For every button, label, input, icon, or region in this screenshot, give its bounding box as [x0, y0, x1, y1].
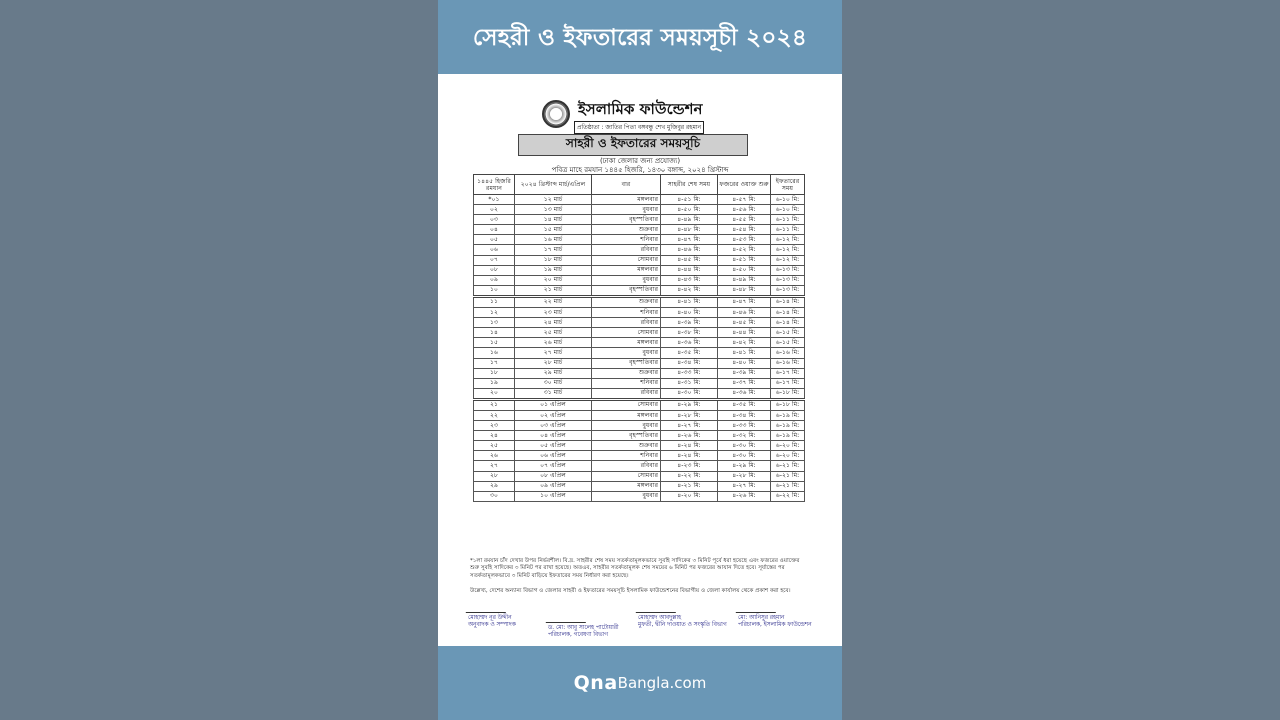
table-cell: ৩০ মার্চ: [515, 378, 592, 388]
table-cell: ৪-৩৩ মি:: [718, 421, 771, 431]
table-cell: ৪-৪৬ মি:: [661, 245, 718, 255]
table-cell: ১৬ মার্চ: [515, 235, 592, 245]
table-cell: ৪-৫৬ মি:: [718, 205, 771, 215]
table-cell: ৪-৪৪ মি:: [661, 265, 718, 275]
table-row: [474, 481, 805, 491]
table-row: [474, 378, 805, 388]
table-cell: *০১: [474, 195, 515, 205]
table-cell: শুক্রবার: [592, 296, 661, 307]
table-cell: ৪-২১ মি:: [661, 481, 718, 491]
table-row: [474, 265, 805, 275]
table-cell: রবিবার: [592, 388, 661, 399]
table-cell: শনিবার: [592, 378, 661, 388]
table-cell: ০২: [474, 205, 515, 215]
table-cell: ০৪: [474, 225, 515, 235]
signature-scribble: [466, 600, 511, 613]
table-cell: ০২ এপ্রিল: [515, 410, 592, 420]
table-cell: ২৪ মার্চ: [515, 318, 592, 328]
table-cell: রবিবার: [592, 461, 661, 471]
table-cell: ০৯: [474, 275, 515, 285]
table-row: [474, 296, 805, 307]
table-cell: ৪-২৬ মি:: [661, 431, 718, 441]
signatory-role: পরিচালক, গবেষণা বিভাগ: [548, 632, 608, 638]
table-cell: ১৮ মার্চ: [515, 255, 592, 265]
table-row: [474, 275, 805, 285]
table-row: [474, 441, 805, 451]
column-header: ১৪৪৫ হিজরি রমযান: [474, 175, 515, 195]
table-cell: ৪-২৭ মি:: [718, 481, 771, 491]
table-cell: ১৯ মার্চ: [515, 265, 592, 275]
table-cell: ৬-২১ মি:: [771, 471, 805, 481]
signature-block: [638, 600, 727, 629]
signatory-role: অনুবাদক ও সম্পাদক: [468, 622, 516, 628]
schedule-table: [473, 174, 805, 502]
table-cell: ১২: [474, 308, 515, 318]
table-cell: ৬-১২ মি:: [771, 255, 805, 265]
table-cell: ৪-২৪ মি:: [661, 441, 718, 451]
table-row: [474, 255, 805, 265]
signature-scribble: [736, 600, 781, 613]
table-cell: ৪-৪৮ মি:: [718, 285, 771, 296]
table-cell: ২২ মার্চ: [515, 296, 592, 307]
table-cell: বৃহস্পতিবার: [592, 215, 661, 225]
table-cell: ৪-৫০ মি:: [718, 265, 771, 275]
table-row: [474, 368, 805, 378]
table-cell: ১৬: [474, 348, 515, 358]
table-cell: ৬-১৯ মি:: [771, 421, 805, 431]
table-cell: ১৭: [474, 358, 515, 368]
table-cell: ৬-২০ মি:: [771, 451, 805, 461]
table-cell: শুক্রবার: [592, 368, 661, 378]
table-cell: ৬-১১ মি:: [771, 215, 805, 225]
table-cell: বুধবার: [592, 348, 661, 358]
table-row: [474, 491, 805, 501]
table-cell: বৃহস্পতিবার: [592, 431, 661, 441]
column-header: বার: [592, 175, 661, 195]
table-row: [474, 215, 805, 225]
table-cell: ৪-৩৪ মি:: [718, 410, 771, 420]
table-cell: মঙ্গলবার: [592, 410, 661, 420]
table-row: [474, 461, 805, 471]
table-cell: ৪-৪২ মি:: [661, 285, 718, 296]
table-cell: ৪-৩৬ মি:: [718, 388, 771, 399]
table-row: [474, 451, 805, 461]
table-cell: ৬-২১ মি:: [771, 481, 805, 491]
table-cell: ৪-৪১ মি:: [718, 348, 771, 358]
table-cell: ৬-১৩ মি:: [771, 275, 805, 285]
table-cell: ৬-১৫ মি:: [771, 338, 805, 348]
table-cell: শনিবার: [592, 235, 661, 245]
table-cell: ২৮ মার্চ: [515, 358, 592, 368]
document-year-line: পবিত্র মাহে রমযান ১৪৪৫ হিজরি, ১৪৩০ বঙ্গাব্দ, ২০২৪ খ্রিস্টাব্দ: [551, 166, 729, 174]
table-cell: ৪-৫১ মি:: [661, 195, 718, 205]
brand-logo-rest: Bangla.com: [617, 674, 707, 692]
table-cell: ৬-১৮ মি:: [771, 399, 805, 410]
table-cell: ৪-৩৯ মি:: [718, 368, 771, 378]
table-cell: ০৮: [474, 265, 515, 275]
table-cell: ৩১ মার্চ: [515, 388, 592, 399]
brand-footer: [438, 646, 842, 720]
table-cell: সোমবার: [592, 471, 661, 481]
table-cell: ২৭ মার্চ: [515, 348, 592, 358]
table-cell: বুধবার: [592, 275, 661, 285]
table-cell: মঙ্গলবার: [592, 338, 661, 348]
table-cell: ৬-১৫ মি:: [771, 328, 805, 338]
table-cell: ৪-৪৪ মি:: [718, 328, 771, 338]
table-cell: ৪-৩৩ মি:: [661, 368, 718, 378]
table-row: [474, 358, 805, 368]
table-cell: ২৫: [474, 441, 515, 451]
table-row: [474, 431, 805, 441]
footnote: *১লা রমযান চাঁদ দেখার উপর নির্ভরশীল। বি.দ্র. সাহরীর শেষ সময় সতর্কতামূলকভাবে সুবহি সাদিকের ৩ মিনিট পূর্বে ধরা হয়েছে এবং ফজরের ওয়াক্তের শুরু সুবহি সাদিকের ৩ মিনিট পর রাখা হয়েছে। অতএব, সাহরীর সতর্কতামূলক শেষ সময়ের ৬ মিনিট পর ফজরের আযান দিতে হবে। সূর্যাস্তের পর সতর্কতামূলকভাবে ৩ মিনিট বাড়িয়ে ইফতারের সময় নির্ধারণ করা হয়েছে।: [470, 558, 800, 579]
table-cell: ২৩: [474, 421, 515, 431]
table-row: [474, 308, 805, 318]
table-cell: ৪-৪৭ মি:: [718, 296, 771, 307]
table-cell: ০৮ এপ্রিল: [515, 471, 592, 481]
table-cell: ৬-১৯ মি:: [771, 431, 805, 441]
table-cell: ৪-২৪ মি:: [661, 451, 718, 461]
table-cell: ১৪: [474, 328, 515, 338]
table-cell: ২৯: [474, 481, 515, 491]
table-cell: সোমবার: [592, 399, 661, 410]
table-cell: ৬-১০ মি:: [771, 195, 805, 205]
table-cell: ৪-৫১ মি:: [718, 255, 771, 265]
table-cell: ৪-২০ মি:: [661, 491, 718, 501]
table-cell: ০৬: [474, 245, 515, 255]
table-cell: ০৯ এপ্রিল: [515, 481, 592, 491]
table-cell: ৪-৪০ মি:: [718, 358, 771, 368]
table-cell: মঙ্গলবার: [592, 195, 661, 205]
table-cell: ০৩: [474, 215, 515, 225]
table-cell: ৬-১৪ মি:: [771, 318, 805, 328]
signatory-name: মোহাম্মদ আবদুল্লাহ: [638, 615, 682, 621]
table-cell: ২৬: [474, 451, 515, 461]
signatory-role: মুফতী, দ্বীনি দাওয়াত ও সংস্কৃতি বিভাগ: [638, 622, 727, 628]
table-cell: ০৭ এপ্রিল: [515, 461, 592, 471]
table-cell: ০৫: [474, 235, 515, 245]
signature-block: [548, 610, 619, 639]
table-row: [474, 471, 805, 481]
table-cell: ৬-১৮ মি:: [771, 388, 805, 399]
table-cell: মঙ্গলবার: [592, 481, 661, 491]
table-cell: ৪-৪৭ মি:: [661, 235, 718, 245]
table-cell: ২৮: [474, 471, 515, 481]
table-cell: ৬-১৬ মি:: [771, 358, 805, 368]
table-row: [474, 245, 805, 255]
table-cell: ৪-৪০ মি:: [661, 308, 718, 318]
table-cell: ০৫ এপ্রিল: [515, 441, 592, 451]
table-cell: সোমবার: [592, 328, 661, 338]
table-cell: ৪-৩২ মি:: [718, 431, 771, 441]
table-cell: বুধবার: [592, 205, 661, 215]
table-row: [474, 285, 805, 296]
table-cell: ৪-৩৯ মি:: [661, 318, 718, 328]
table-cell: ৬-১২ মি:: [771, 235, 805, 245]
table-cell: ২৬ মার্চ: [515, 338, 592, 348]
table-row: [474, 399, 805, 410]
table-cell: ৪-৪৬ মি:: [718, 308, 771, 318]
table-cell: ৪-৩০ মি:: [661, 388, 718, 399]
table-cell: ৬-১৩ মি:: [771, 265, 805, 275]
table-cell: ১৩ মার্চ: [515, 205, 592, 215]
table-cell: ২৩ মার্চ: [515, 308, 592, 318]
table-cell: ১৫ মার্চ: [515, 225, 592, 235]
table-cell: শনিবার: [592, 308, 661, 318]
table-cell: ৪-৪৩ মি:: [661, 275, 718, 285]
signatory-name: ড. মো: আবু সালেহ পাটোয়ারী: [548, 625, 619, 631]
table-cell: ২৫ মার্চ: [515, 328, 592, 338]
table-cell: ০৭: [474, 255, 515, 265]
signature-block: [738, 600, 812, 629]
table-row: [474, 318, 805, 328]
table-cell: ৪-৪১ মি:: [661, 296, 718, 307]
column-header: সাহরীর শেষ সময়: [661, 175, 718, 195]
document-heading: সাহরী ও ইফতারের সময়সূচি: [518, 134, 748, 156]
table-cell: ৪-২৩ মি:: [661, 461, 718, 471]
table-cell: ৪-৩৫ মি:: [718, 399, 771, 410]
table-cell: ৩০: [474, 491, 515, 501]
table-cell: ৪-২২ মি:: [661, 471, 718, 481]
table-cell: ৪-২৯ মি:: [661, 399, 718, 410]
table-cell: ৪-৩৬ মি:: [661, 338, 718, 348]
table-cell: ৪-৫৫ মি:: [718, 215, 771, 225]
table-cell: ১০: [474, 285, 515, 296]
table-cell: রবিবার: [592, 245, 661, 255]
organization-subtitle: প্রতিষ্ঠাতা : জাতির পিতা বঙ্গবন্ধু শেখ মুজিবুর রহমান: [574, 121, 704, 134]
foundation-seal-icon: [542, 100, 570, 128]
organization-name: ইসলামিক ফাউন্ডেশন: [578, 100, 703, 118]
table-cell: ৪-৩১ মি:: [661, 378, 718, 388]
table-row: [474, 348, 805, 358]
table-cell: ৪-৪৯ মি:: [718, 275, 771, 285]
table-cell: ২৭: [474, 461, 515, 471]
table-row: [474, 421, 805, 431]
column-header: ইফতারের সময়: [771, 175, 805, 195]
table-row: [474, 195, 805, 205]
table-cell: বৃহস্পতিবার: [592, 358, 661, 368]
schedule-document: [438, 74, 842, 646]
signatory-name: মো: আনিসুর রহমান: [738, 615, 785, 621]
table-cell: ৪-৩০ মি:: [718, 451, 771, 461]
table-cell: বুধবার: [592, 491, 661, 501]
table-cell: শুক্রবার: [592, 225, 661, 235]
table-cell: ১২ মার্চ: [515, 195, 592, 205]
table-cell: ১৮: [474, 368, 515, 378]
table-cell: রবিবার: [592, 318, 661, 328]
table-row: [474, 410, 805, 420]
table-cell: ৪-৫০ মি:: [661, 205, 718, 215]
table-cell: ৬-২১ মি:: [771, 461, 805, 471]
table-row: [474, 205, 805, 215]
brand-logo-main: Qna: [573, 672, 618, 694]
table-cell: ৪-৩০ মি:: [718, 441, 771, 451]
table-cell: ৪-২৬ মি:: [718, 491, 771, 501]
signature-block: [468, 600, 516, 629]
table-cell: ৬-১২ মি:: [771, 245, 805, 255]
table-cell: ০১ এপ্রিল: [515, 399, 592, 410]
table-cell: ৪-৫৩ মি:: [718, 235, 771, 245]
table-cell: ৪-৩৮ মি:: [661, 328, 718, 338]
table-cell: ৬-২২ মি:: [771, 491, 805, 501]
table-cell: ৪-৪৮ মি:: [661, 225, 718, 235]
table-cell: সোমবার: [592, 255, 661, 265]
table-cell: ৪-৫২ মি:: [718, 245, 771, 255]
table-cell: ২০: [474, 388, 515, 399]
table-cell: ১০ এপ্রিল: [515, 491, 592, 501]
column-header: ফজরের ওয়াক্ত শুরু: [718, 175, 771, 195]
table-cell: ২৯ মার্চ: [515, 368, 592, 378]
table-cell: ৪-২৮ মি:: [718, 471, 771, 481]
table-cell: ০৩ এপ্রিল: [515, 421, 592, 431]
table-cell: ২১ মার্চ: [515, 285, 592, 296]
content-panel: [438, 0, 842, 720]
table-cell: ৬-১৩ মি:: [771, 285, 805, 296]
page-title: সেহরী ও ইফতারের সময়সূচী ২০২৪: [472, 24, 808, 51]
table-cell: ৪-৫৪ মি:: [718, 225, 771, 235]
table-cell: ১৭ মার্চ: [515, 245, 592, 255]
table-cell: ১৯: [474, 378, 515, 388]
table-cell: ২১: [474, 399, 515, 410]
document-header: [542, 98, 742, 134]
table-cell: ৪-৪৫ মি:: [661, 255, 718, 265]
table-cell: ৪-২৮ মি:: [661, 410, 718, 420]
table-cell: ৪-৪৯ মি:: [661, 215, 718, 225]
table-cell: ৬-১৪ মি:: [771, 308, 805, 318]
table-row: [474, 338, 805, 348]
table-row: [474, 225, 805, 235]
table-cell: ২৪: [474, 431, 515, 441]
table-cell: ৪-৩৪ মি:: [661, 358, 718, 368]
table-cell: ৬-১৯ মি:: [771, 410, 805, 420]
table-cell: ৪-৪৫ মি:: [718, 318, 771, 328]
table-cell: ৬-১৪ মি:: [771, 296, 805, 307]
table-cell: শনিবার: [592, 451, 661, 461]
signatory-name: মোহাম্মদ নূর উদ্দীন: [468, 615, 512, 621]
table-cell: ৬-১১ মি:: [771, 225, 805, 235]
table-cell: ৪-৪২ মি:: [718, 338, 771, 348]
table-cell: ০৪ এপ্রিল: [515, 431, 592, 441]
table-cell: ৪-২৯ মি:: [718, 461, 771, 471]
signature-scribble: [636, 600, 681, 613]
signatory-role: পরিচালক, ইসলামিক ফাউন্ডেশন: [738, 622, 812, 628]
table-cell: ৬-১০ মি:: [771, 205, 805, 215]
signature-scribble: [546, 610, 591, 623]
table-header-row: [474, 175, 805, 195]
table-cell: ৪-৩৫ মি:: [661, 348, 718, 358]
table-cell: ৬-১৭ মি:: [771, 368, 805, 378]
table-cell: ১৩: [474, 318, 515, 328]
table-cell: ১৪ মার্চ: [515, 215, 592, 225]
table-cell: ৪-২৭ মি:: [661, 421, 718, 431]
table-cell: শুক্রবার: [592, 441, 661, 451]
table-cell: বৃহস্পতিবার: [592, 285, 661, 296]
distribution-note: উল্লেখ্য, দেশের অন্যান্য বিভাগ ও জেলার সাহরী ও ইফতারের সময়সূচি ইসলামিক ফাউন্ডেশনের বিভাগীয় ও জেলা কার্যালয় থেকে প্রকাশ করা হবে।: [470, 588, 791, 594]
table-cell: বুধবার: [592, 421, 661, 431]
table-row: [474, 388, 805, 399]
table-cell: ২০ মার্চ: [515, 275, 592, 285]
column-header: ২০২৪ খ্রিস্টাব্দ মার্চ/এপ্রিল: [515, 175, 592, 195]
table-cell: ২২: [474, 410, 515, 420]
table-cell: ৬-২০ মি:: [771, 441, 805, 451]
table-cell: ০৬ এপ্রিল: [515, 451, 592, 461]
table-cell: ৬-১৭ মি:: [771, 378, 805, 388]
table-cell: ৪-৫৭ মি:: [718, 195, 771, 205]
table-cell: ৬-১৬ মি:: [771, 348, 805, 358]
table-row: [474, 235, 805, 245]
table-cell: মঙ্গলবার: [592, 265, 661, 275]
table-cell: ১৫: [474, 338, 515, 348]
table-row: [474, 328, 805, 338]
table-cell: ৪-৩৭ মি:: [718, 378, 771, 388]
table-cell: ১১: [474, 296, 515, 307]
document-subheading: (ঢাকা জেলার জন্য প্রযোজ্য): [599, 157, 681, 165]
